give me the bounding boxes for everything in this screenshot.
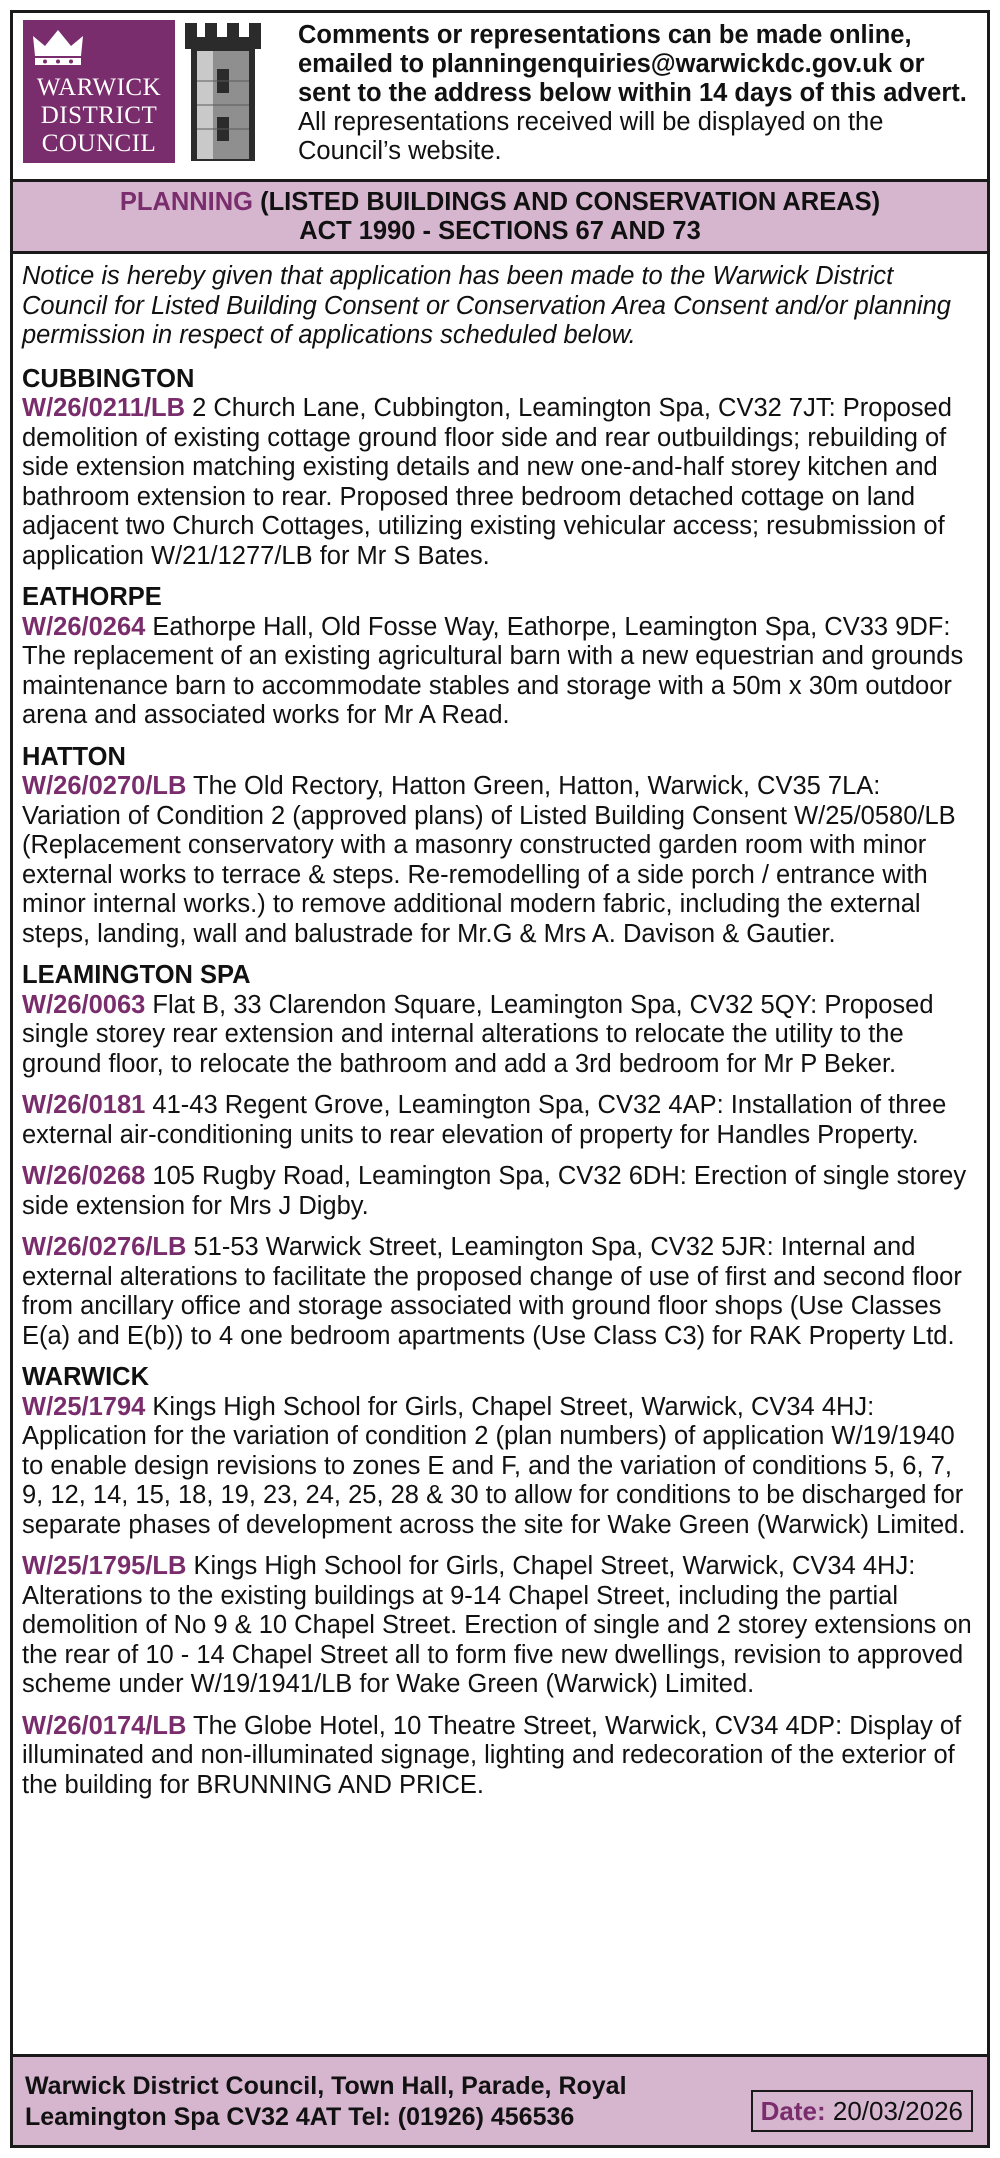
- application-reference: W/26/0063: [22, 990, 146, 1019]
- application-description: 2 Church Lane, Cubbington, Leamington Spa, CV32 7JT: Proposed demolition of existing cottage ground floor side and rear outbuildings; rebuilding of side extension matching existing details and new one-and-half storey kitchen and bathroom extension to rear. Proposed three bedroom detached cottage on land adjacent two Church Cottages, utilizing existing vehicular access; resubmission of application W/21/1277/LB for Mr S Bates.: [22, 394, 952, 570]
- application-entry: [22, 394, 977, 571]
- act-line-1: [13, 188, 987, 217]
- notice-footer: [13, 2054, 987, 2145]
- act-planning-word: PLANNING: [119, 188, 254, 216]
- application-reference: W/25/1795/LB: [22, 1552, 187, 1580]
- application-description: Flat B, 33 Clarendon Square, Leamington Spa, CV32 5QY: Proposed single storey rear extension and internal alterations to relocate the utility to the ground floor, to relocate the bathroom and add a 3rd bedroom for Mr P Beker.: [22, 990, 934, 1078]
- application-entry: [22, 1393, 977, 1541]
- act-banner: [13, 182, 987, 254]
- logo-line-2: DISTRICT: [40, 102, 158, 129]
- logo-line-1: WARWICK: [36, 74, 162, 101]
- application-description: 51-53 Warwick Street, Leamington Spa, CV32 5JR: Internal and external alterations to facilitate the proposed change of use of first and second floor from ancillary office and storage associated with ground floor shops (Use Classes E(a) and E(b)) to 4 one bedroom apartments (Use Class C3) for RAK Property Ltd.: [22, 1233, 962, 1350]
- application-reference: W/25/1794: [22, 1392, 146, 1421]
- application-description: 105 Rugby Road, Leamington Spa, CV32 6DH: Erection of single storey side extension for Mrs J Digby.: [22, 1162, 967, 1220]
- application-entry: [22, 1712, 977, 1801]
- application-entry: [22, 991, 977, 1080]
- header-message-normal: All representations received will be displayed on the Council’s website.: [298, 108, 884, 165]
- application-description: The Old Rectory, Hatton Green, Hatton, Warwick, CV35 7LA: Variation of Condition 2 (approved plans) of Listed Building Consent W/25/0580/LB (Replacement conservatory with a masonry constructed garden room with minor external works to terrace & steps. Re-remodelling of a side porch / entrance with minor internal works.) to remove additional modern fabric, including the external steps, landing, wall and balustrade for Mr.G & Mrs A. Davison & Gautier.: [22, 772, 956, 948]
- logo-line-3: COUNCIL: [41, 130, 157, 157]
- area-heading: CUBBINGTON: [22, 364, 195, 393]
- application-description: The Globe Hotel, 10 Theatre Street, Warwick, CV34 4DP: Display of illuminated and non-illuminated signage, lighting and redecoration of the exterior of the building for BRUNNING AND PRICE.: [22, 1711, 962, 1799]
- application-sections: [22, 365, 977, 1801]
- application-reference: W/26/0211/LB: [22, 394, 185, 422]
- application-entry: [22, 613, 977, 731]
- application-description: 41-43 Regent Grove, Leamington Spa, CV32 4AP: Installation of three external air-conditioning units to rear elevation of property for Handles Property.: [22, 1091, 947, 1149]
- area-heading: HATTON: [22, 742, 126, 771]
- area-heading: WARWICK: [22, 1363, 150, 1391]
- notice-header: [13, 13, 987, 182]
- planning-notice: [10, 10, 990, 2148]
- application-reference: W/26/0264: [22, 612, 146, 641]
- header-message: [298, 21, 978, 166]
- logo-text: [23, 74, 175, 158]
- footer-address-line-1: Warwick District Council, Town Hall, Parade, Royal: [25, 2072, 627, 2100]
- tower-icon: [183, 21, 263, 163]
- application-reference: W/26/0268: [22, 1162, 146, 1190]
- application-reference: W/26/0270/LB: [22, 772, 187, 800]
- application-entry: [22, 1091, 977, 1150]
- application-reference: W/26/0181: [22, 1091, 146, 1119]
- crown-icon: [31, 26, 85, 68]
- area-heading: EATHORPE: [22, 583, 162, 611]
- footer-address: [25, 2071, 745, 2133]
- date-box: [751, 2090, 973, 2132]
- area-heading: LEAMINGTON SPA: [22, 961, 251, 989]
- application-entry: [22, 1552, 977, 1700]
- council-logo: [23, 20, 175, 163]
- notice-body: [13, 254, 987, 1800]
- application-description: Kings High School for Girls, Chapel Street, Warwick, CV34 4HJ: Alterations to the existing buildings at 9-14 Chapel Street, including the partial demolition of No 9 & 10 Chapel Street. Erection of single and 2 storey extensions on the rear of 10 - 14 Chapel Street all to form five new dwellings, revision to approved scheme under W/19/1941/LB for Wake Green (Warwick) Limited.: [22, 1552, 972, 1698]
- act-line-1-rest: (LISTED BUILDINGS AND CONSERVATION AREAS): [253, 188, 881, 216]
- header-message-bold: Comments or representations can be made online, emailed to planningenquiries@warwickdc.gov.uk or sent to the address below within 14 days of this advert.: [298, 21, 967, 107]
- date-value: 20/03/2026: [832, 2096, 963, 2126]
- application-entry: [22, 772, 977, 949]
- date-label: Date:: [760, 2096, 826, 2126]
- footer-address-line-2: Leamington Spa CV32 4AT Tel: (01926) 456536: [25, 2103, 575, 2131]
- application-entry: [22, 1162, 977, 1221]
- application-reference: W/26/0276/LB: [22, 1233, 187, 1261]
- application-reference: W/26/0174/LB: [22, 1711, 187, 1740]
- intro-text: Notice is hereby given that application has been made to the Warwick District Council for Listed Building Consent or Conservation Area Consent and/or planning permission in respect of applications scheduled below.: [22, 262, 951, 349]
- application-description: Eathorpe Hall, Old Fosse Way, Eathorpe, Leamington Spa, CV33 9DF: The replacement of an existing agricultural barn with a new equestrian and grounds maintenance barn to accommodate stables and storage with a 50m x 30m outdoor arena and associated works for Mr A Read.: [22, 612, 964, 729]
- application-description: Kings High School for Girls, Chapel Street, Warwick, CV34 4HJ: Application for the variation of condition 2 (plan numbers) of application W/19/1940 to enable design revisions to zones E and F, and the variation of conditions 5, 6, 7, 9, 12, 14, 15, 18, 19, 23, 24, 25, 28 & 30 to allow for conditions to be discharged for separate phases of development across the site for Wake Green (Warwick) Limited.: [22, 1392, 966, 1539]
- application-entry: [22, 1233, 977, 1351]
- act-line-2: ACT 1990 - SECTIONS 67 AND 73: [299, 217, 701, 245]
